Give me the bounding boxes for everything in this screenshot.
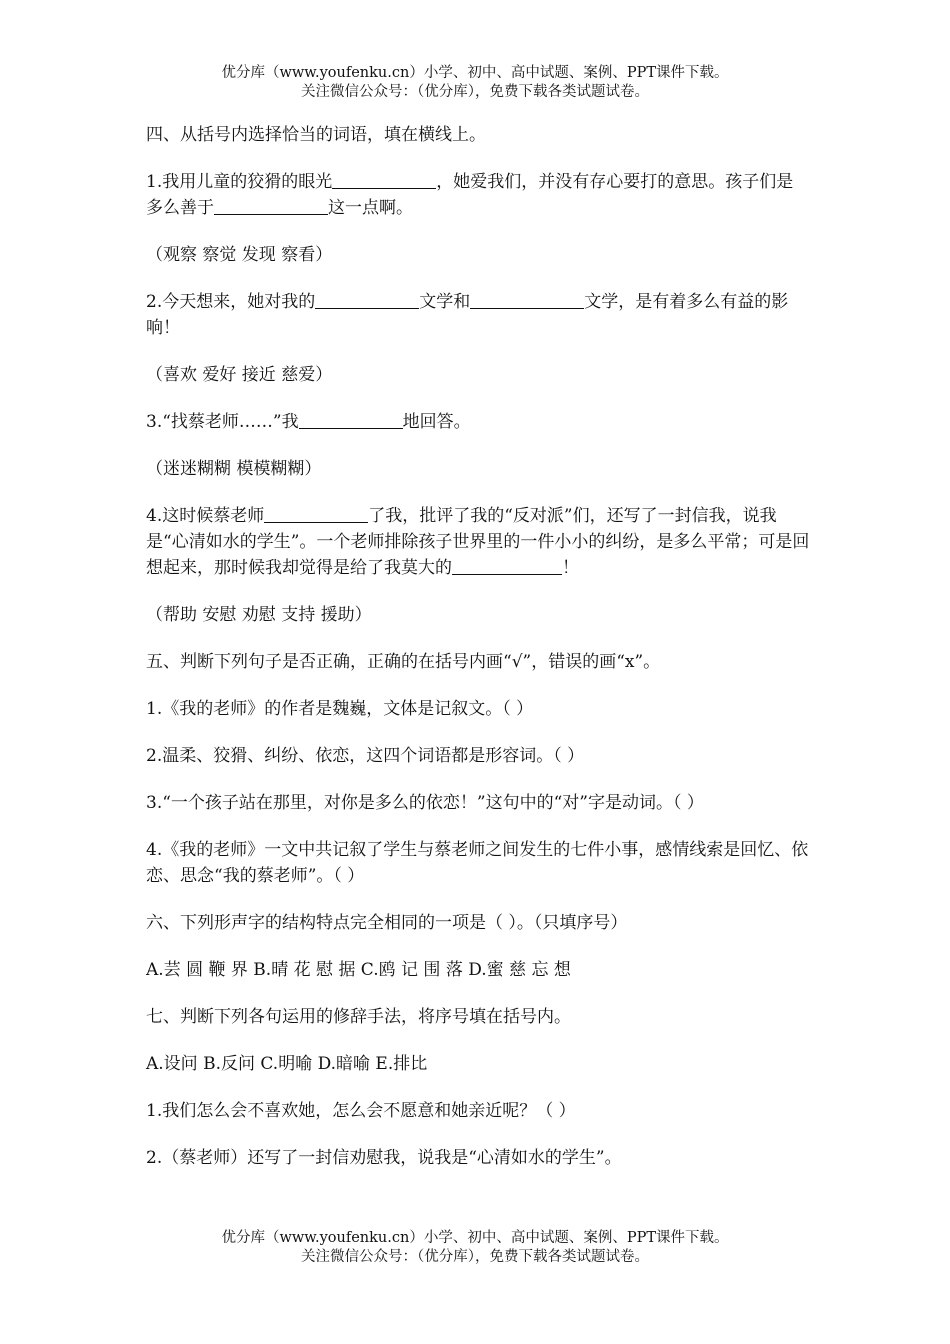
question-4-4 [146, 503, 810, 581]
answer-blank [470, 290, 584, 309]
question-7-2: 2.（蔡老师）还写了一封信劝慰我，说我是“心清如水的学生”。 [146, 1148, 622, 1168]
q3-text-a: 3.“找蔡老师……”我 [146, 412, 299, 432]
page-footer [0, 1229, 950, 1267]
q4-text-b: 了我，批评了我的“反对派”们，还写了一封信我，说我是“心清如水的学生”。一个老师排除孩子世界里的一件小小的纠纷，是多么平常；可是回想起来，那时候我却觉得是给了我莫大的 [146, 506, 810, 578]
question-4-4-options: （帮助 安慰 劝慰 支持 援助） [146, 605, 372, 625]
q3-text-b: 地回答。 [402, 412, 471, 432]
answer-blank [332, 170, 436, 189]
q4-text-c: ！ [562, 558, 579, 578]
q1-text-b: ，她爱我们，并没有存心要打的意思。孩子们是多么善于 [146, 172, 794, 218]
question-4-1-options: （观察 察觉 发现 察看） [146, 245, 333, 265]
section-7-options: A.设问 B.反问 C.明喻 D.暗喻 E.排比 [146, 1054, 428, 1074]
question-4-3-options: （迷迷糊糊 模模糊糊） [146, 459, 322, 479]
question-5-1: 1.《我的老师》的作者是魏巍，文体是记叙文。（ ） [146, 699, 534, 719]
q2-text-c: 文学，是有着多么有益的影响！ [146, 292, 789, 338]
section-6-options: A.芸 圆 鞭 界 B.晴 花 慰 据 C.鸥 记 围 落 D.蜜 慈 忘 想 [146, 960, 571, 980]
question-5-2: 2.温柔、狡猾、纠纷、依恋，这四个词语都是形容词。（ ） [146, 746, 585, 766]
q2-text-b: 文学和 [419, 292, 471, 312]
q4-text-a: 4.这时候蔡老师 [146, 506, 265, 526]
header-line-2: 关注微信公众号：（优分库），免费下载各类试题试卷。 [301, 84, 649, 100]
question-5-3: 3.“一个孩子站在那里，对你是多么的依恋！”这句中的“对”字是动词。（ ） [146, 793, 704, 813]
question-4-1 [146, 169, 810, 221]
answer-blank [299, 410, 403, 429]
section-5-title: 五、判断下列句子是否正确，正确的在括号内画“√”，错误的画“x”。 [146, 652, 661, 672]
section-6-title: 六、下列形声字的结构特点完全相同的一项是（ ）。（只填序号） [146, 913, 628, 933]
question-4-3 [146, 409, 810, 435]
page-header [0, 64, 950, 102]
question-7-1: 1.我们怎么会不喜欢她，怎么会不愿意和她亲近呢？（ ） [146, 1101, 576, 1121]
question-5-4: 4.《我的老师》一文中共记叙了学生与蔡老师之间发生的七件小事，感情线索是回忆、依恋、思念“我的蔡老师”。（ ） [146, 840, 809, 886]
answer-blank [315, 290, 419, 309]
question-4-2 [146, 289, 810, 341]
footer-line-1: 优分库（www.youfenku.cn）小学、初中、高中试题、案例、PPT课件下载。 [221, 1230, 729, 1246]
section-4-title: 四、从括号内选择恰当的词语，填在横线上。 [146, 125, 486, 145]
section-7-title: 七、判断下列各句运用的修辞手法，将序号填在括号内。 [146, 1007, 571, 1027]
header-line-1: 优分库（www.youfenku.cn）小学、初中、高中试题、案例、PPT课件下载。 [221, 65, 729, 81]
answer-blank [452, 556, 562, 575]
q1-text-c: 这一点啊。 [328, 198, 413, 218]
q1-text-a: 1.我用儿童的狡猾的眼光 [146, 172, 333, 192]
footer-line-2: 关注微信公众号：（优分库），免费下载各类试题试卷。 [301, 1249, 649, 1265]
answer-blank [264, 504, 368, 523]
answer-blank [214, 196, 328, 215]
document-body [146, 122, 810, 1192]
question-4-2-options: （喜欢 爱好 接近 慈爱） [146, 365, 333, 385]
q2-text-a: 2.今天想来，她对我的 [146, 292, 316, 312]
